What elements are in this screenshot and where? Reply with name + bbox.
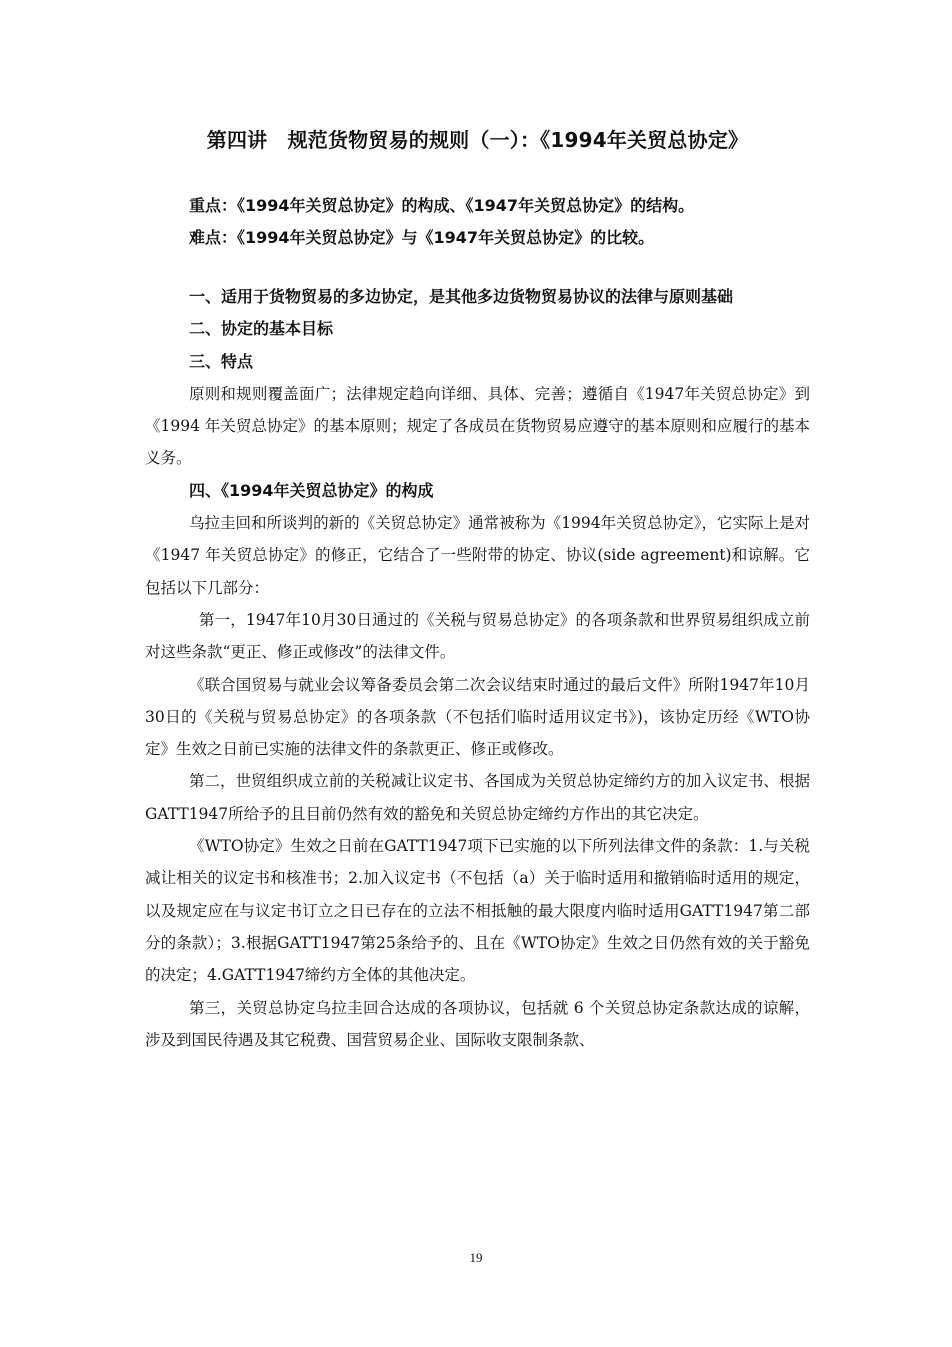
section-3-paragraph: 原则和规则覆盖面广；法律规定趋向详细、具体、完善；遵循自《1947年关贸总协定》到《1994 年关贸总协定》的基本原则；规定了各成员在货物贸易应遵守的基本原则和应履行的基本义务。: [145, 384, 810, 468]
page-number: 19: [469, 1250, 483, 1265]
section-4-paragraph: 第一，1947年10月30日通过的《关税与贸易总协定》的各项条款和世界贸易组织成立前对这些条款“更正、修正或修改”的法律文件。: [145, 610, 810, 662]
section-4-paragraph: 《WTO协定》生效之日前在GATT1947项下已实施的以下所列法律文件的条款：1.与关税减让相关的议定书和核准书；2.加入议定书（不包括（a）关于临时适用和撤销临时适用的规定，以及规定应在与议定书订立之日已存在的立法不相抵触的最大限度内临时适用GATT1947第二部分的条款）；3.根据GATT1947第25条给予的、且在《WTO协定》生效之日仍然有效的关于豁免的决定；4.GATT1947缔约方全体的其他决定。: [145, 837, 810, 985]
page-content: [145, 122, 810, 1056]
section-4-paragraph: 乌拉圭回和所谈判的新的《关贸总协定》通常被称为《1994年关贸总协定》，它实际上是对《1947 年关贸总协定》的修正，它结合了一些附带的协定、协议(side agreement)和谅解。它包括以下几部分：: [145, 514, 810, 597]
page-title: 第四讲 规范货物贸易的规则（一）：《1994年关贸总协定》: [206, 128, 749, 152]
section-4-paragraph: 第三，关贸总协定乌拉圭回合达成的各项协议，包括就 6 个关贸总协定条款达成的谅解，涉及到国民待遇及其它税费、国营贸易企业、国际收支限制条款、: [145, 998, 810, 1049]
section-heading-4: 四、《1994年关贸总协定》的构成: [189, 480, 434, 500]
section-4-paragraph: 《联合国贸易与就业会议筹备委员会第二次会议结束时通过的最后文件》所附1947年10月30日的《关税与贸易总协定》的各项条款（不包括们临时适用议定书》)，该协定历经《WTO协定》生效之日前已实施的法律文件的条款更正、修正或修改。: [145, 675, 810, 759]
section-heading-2: 二、协定的基本目标: [189, 319, 334, 339]
key-point-focus: 重点：《1994年关贸总协定》的构成、《1947年关贸总协定》的结构。: [189, 196, 695, 215]
section-4-paragraph: 第二，世贸组织成立前的关税减让议定书、各国成为关贸总协定缔约方的加入议定书、根据GATT1947所给予的且目前仍然有效的豁免和关贸总协定缔约方作出的其它决定。: [145, 772, 810, 823]
section-heading-3: 三、特点: [189, 351, 254, 371]
key-points: [145, 190, 810, 254]
section-heading-1: 一、适用于货物贸易的多边协定，是其他多边货物贸易协议的法律与原则基础: [189, 287, 734, 306]
key-point-difficulty: 难点：《1994年关贸总协定》与《1947年关贸总协定》的比较。: [189, 228, 655, 247]
